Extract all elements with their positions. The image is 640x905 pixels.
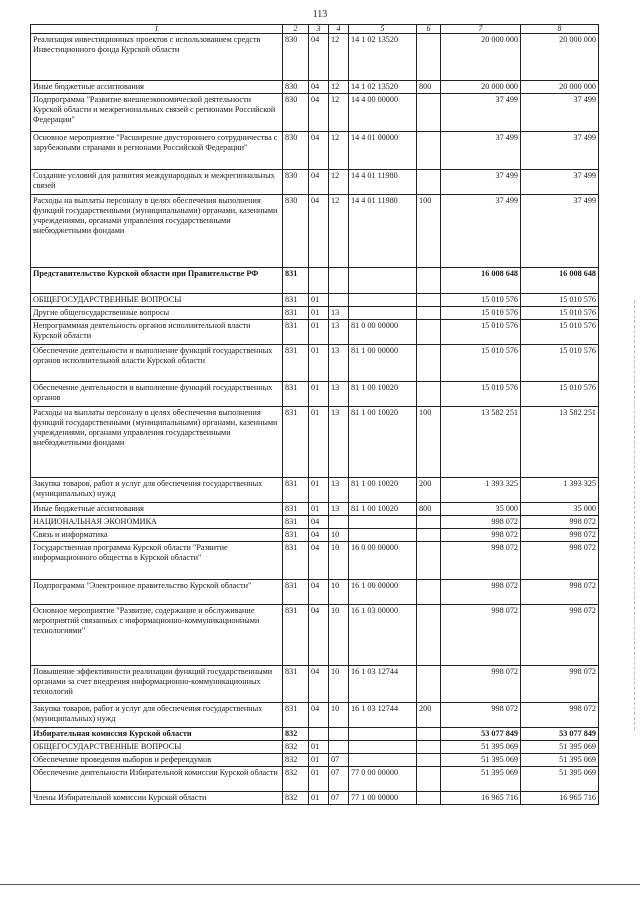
table-row (31, 132, 599, 170)
row-amount-year1: 998 072 (441, 516, 521, 529)
row-amount-year1: 16 008 648 (441, 268, 521, 294)
row-name: Создание условий для развития международных и межрегиональных связей (31, 170, 283, 195)
row-amount-year1: 51 395 069 (441, 767, 521, 792)
row-expense-type (417, 34, 441, 81)
row-name: Члены Избирательной комиссии Курской области (31, 792, 283, 805)
row-subsection: 10 (329, 542, 349, 580)
row-expense-type (417, 345, 441, 382)
row-name: Непрограммная деятельность органов исполнительной власти Курской области (31, 320, 283, 345)
column-number: 1 (31, 25, 283, 34)
row-target-article (349, 754, 417, 767)
row-target-article: 16 1 00 00000 (349, 580, 417, 605)
row-grbs: 830 (283, 34, 309, 81)
row-section (309, 268, 329, 294)
row-subsection (329, 294, 349, 307)
row-amount-year2: 16 965 716 (521, 792, 599, 805)
row-subsection: 10 (329, 529, 349, 542)
row-name: Закупка товаров, работ и услуг для обеспечения государственных (муниципальных) нужд (31, 703, 283, 728)
row-grbs: 831 (283, 503, 309, 516)
row-amount-year2: 53 077 849 (521, 728, 599, 741)
table-row (31, 741, 599, 754)
row-amount-year1: 998 072 (441, 542, 521, 580)
row-target-article (349, 741, 417, 754)
table-row (31, 754, 599, 767)
row-amount-year1: 15 010 576 (441, 294, 521, 307)
table-row (31, 542, 599, 580)
row-name: Избирательная комиссия Курской области (31, 728, 283, 741)
column-number: 3 (309, 25, 329, 34)
row-section: 01 (309, 792, 329, 805)
row-name: Основное мероприятие "Расширение двустороннего сотрудничества с зарубежными странами и регионами Российской Федерации" (31, 132, 283, 170)
row-name: Реализация инвестиционных проектов с использованием средств Инвестиционного фонда Курской области (31, 34, 283, 81)
row-section: 04 (309, 542, 329, 580)
column-number: 8 (521, 25, 599, 34)
row-expense-type (417, 170, 441, 195)
row-amount-year2: 51 395 069 (521, 754, 599, 767)
row-amount-year1: 20 000 000 (441, 34, 521, 81)
row-grbs: 831 (283, 294, 309, 307)
row-name: Расходы на выплаты персоналу в целях обеспечения выполнения функций государственными (муниципальными) органами, казенными учреждениями, органами управления государственными внебюджетными фондами (31, 195, 283, 268)
row-target-article: 77 0 00 00000 (349, 767, 417, 792)
row-section: 04 (309, 132, 329, 170)
row-subsection: 12 (329, 94, 349, 132)
row-amount-year2: 998 072 (521, 529, 599, 542)
row-amount-year1: 15 010 576 (441, 307, 521, 320)
row-amount-year1: 53 077 849 (441, 728, 521, 741)
row-amount-year1: 51 395 069 (441, 754, 521, 767)
row-amount-year1: 998 072 (441, 529, 521, 542)
row-section: 01 (309, 320, 329, 345)
row-amount-year1: 37 499 (441, 132, 521, 170)
row-target-article (349, 294, 417, 307)
row-target-article: 81 0 00 00000 (349, 320, 417, 345)
table-row (31, 666, 599, 703)
row-grbs: 831 (283, 605, 309, 666)
row-amount-year2: 15 010 576 (521, 382, 599, 407)
row-name: Государственная программа Курской области "Развитие информационного общества в Курской области" (31, 542, 283, 580)
row-section: 04 (309, 580, 329, 605)
row-amount-year2: 998 072 (521, 580, 599, 605)
table-row (31, 580, 599, 605)
row-expense-type (417, 542, 441, 580)
row-subsection: 12 (329, 170, 349, 195)
row-amount-year2: 998 072 (521, 605, 599, 666)
column-number: 7 (441, 25, 521, 34)
row-subsection: 13 (329, 407, 349, 478)
row-section: 04 (309, 34, 329, 81)
row-section: 04 (309, 81, 329, 94)
row-grbs: 831 (283, 529, 309, 542)
row-subsection: 12 (329, 34, 349, 81)
table-row (31, 703, 599, 728)
table-row (31, 320, 599, 345)
row-amount-year1: 35 000 (441, 503, 521, 516)
row-expense-type: 800 (417, 81, 441, 94)
row-grbs: 831 (283, 307, 309, 320)
row-subsection: 10 (329, 666, 349, 703)
table-row (31, 478, 599, 503)
row-subsection: 13 (329, 478, 349, 503)
row-target-article: 16 0 00 00000 (349, 542, 417, 580)
row-grbs: 830 (283, 170, 309, 195)
row-expense-type (417, 320, 441, 345)
row-amount-year2: 15 010 576 (521, 294, 599, 307)
row-section: 04 (309, 666, 329, 703)
row-amount-year1: 15 010 576 (441, 382, 521, 407)
row-expense-type (417, 580, 441, 605)
row-name: Иные бюджетные ассигнования (31, 81, 283, 94)
row-expense-type (417, 294, 441, 307)
row-section: 01 (309, 382, 329, 407)
row-section: 04 (309, 529, 329, 542)
row-expense-type (417, 529, 441, 542)
row-name: ОБЩЕГОСУДАРСТВЕННЫЕ ВОПРОСЫ (31, 741, 283, 754)
row-target-article: 77 1 00 00000 (349, 792, 417, 805)
row-amount-year2: 998 072 (521, 542, 599, 580)
row-expense-type (417, 382, 441, 407)
row-amount-year2: 1 393 325 (521, 478, 599, 503)
row-grbs: 831 (283, 320, 309, 345)
row-section: 04 (309, 94, 329, 132)
row-name: Расходы на выплаты персоналу в целях обеспечения выполнения функций государственными (муниципальными) органами, казенными учреждениями, органами управления государственными внебюджетными фондами (31, 407, 283, 478)
row-target-article: 81 1 00 10020 (349, 407, 417, 478)
column-number: 2 (283, 25, 309, 34)
row-name: Закупка товаров, работ и услуг для обеспечения государственных (муниципальных) нужд (31, 478, 283, 503)
column-number-row (31, 25, 599, 34)
row-amount-year1: 13 582 251 (441, 407, 521, 478)
row-target-article: 16 1 03 12744 (349, 666, 417, 703)
row-grbs: 830 (283, 94, 309, 132)
row-target-article: 81 1 00 10020 (349, 382, 417, 407)
row-grbs: 831 (283, 478, 309, 503)
row-subsection: 13 (329, 503, 349, 516)
row-amount-year1: 16 965 716 (441, 792, 521, 805)
row-expense-type (417, 268, 441, 294)
row-section: 01 (309, 407, 329, 478)
row-name: Обеспечение деятельности и выполнение функций государственных органов (31, 382, 283, 407)
row-expense-type (417, 132, 441, 170)
row-amount-year2: 35 000 (521, 503, 599, 516)
column-number: 6 (417, 25, 441, 34)
column-number: 4 (329, 25, 349, 34)
table-row (31, 728, 599, 741)
row-target-article: 81 1 00 10020 (349, 478, 417, 503)
row-amount-year2: 998 072 (521, 666, 599, 703)
row-target-article (349, 728, 417, 741)
row-expense-type (417, 741, 441, 754)
row-expense-type (417, 94, 441, 132)
row-name: Подпрограмма "Электронное правительство Курской области" (31, 580, 283, 605)
row-name: ОБЩЕГОСУДАРСТВЕННЫЕ ВОПРОСЫ (31, 294, 283, 307)
row-target-article: 14 4 00 00000 (349, 94, 417, 132)
row-subsection: 07 (329, 792, 349, 805)
row-amount-year2: 37 499 (521, 170, 599, 195)
row-subsection: 10 (329, 580, 349, 605)
row-expense-type (417, 307, 441, 320)
row-expense-type (417, 666, 441, 703)
table-row (31, 382, 599, 407)
row-amount-year1: 37 499 (441, 195, 521, 268)
table-row (31, 345, 599, 382)
row-grbs: 831 (283, 516, 309, 529)
row-section: 04 (309, 605, 329, 666)
row-subsection (329, 728, 349, 741)
row-target-article: 14 1 02 13520 (349, 81, 417, 94)
row-amount-year1: 51 395 069 (441, 741, 521, 754)
row-grbs: 831 (283, 407, 309, 478)
row-grbs: 831 (283, 666, 309, 703)
row-name: Основное мероприятие "Развитие, содержание и обслуживание мероприятий связанных с информационно-коммуникационными технологиями" (31, 605, 283, 666)
budget-table (30, 24, 599, 805)
table-row (31, 195, 599, 268)
row-amount-year2: 37 499 (521, 94, 599, 132)
row-amount-year1: 998 072 (441, 703, 521, 728)
row-amount-year2: 20 000 000 (521, 34, 599, 81)
row-amount-year1: 37 499 (441, 170, 521, 195)
row-name: Обеспечение деятельности Избирательной комиссии Курской области (31, 767, 283, 792)
row-name: Представительство Курской области при Правительстве РФ (31, 268, 283, 294)
row-amount-year2: 16 008 648 (521, 268, 599, 294)
table-row (31, 516, 599, 529)
row-grbs: 830 (283, 81, 309, 94)
column-number: 5 (349, 25, 417, 34)
row-expense-type: 200 (417, 703, 441, 728)
page-number: 113 (312, 9, 328, 20)
row-expense-type (417, 767, 441, 792)
row-section: 04 (309, 703, 329, 728)
row-amount-year2: 37 499 (521, 195, 599, 268)
row-grbs: 832 (283, 792, 309, 805)
row-expense-type: 100 (417, 195, 441, 268)
row-section: 01 (309, 503, 329, 516)
row-section (309, 728, 329, 741)
row-grbs: 832 (283, 767, 309, 792)
row-grbs: 832 (283, 728, 309, 741)
row-target-article (349, 307, 417, 320)
table-row (31, 605, 599, 666)
row-section: 01 (309, 307, 329, 320)
row-grbs: 831 (283, 382, 309, 407)
row-target-article: 14 4 01 11980 (349, 170, 417, 195)
bottom-rule (0, 884, 640, 885)
row-target-article: 16 1 03 00000 (349, 605, 417, 666)
row-subsection: 13 (329, 320, 349, 345)
row-section: 01 (309, 741, 329, 754)
row-expense-type (417, 605, 441, 666)
binding-mark (633, 300, 635, 730)
row-amount-year2: 15 010 576 (521, 307, 599, 320)
row-amount-year1: 1 393 325 (441, 478, 521, 503)
row-expense-type (417, 754, 441, 767)
row-target-article: 14 4 01 11980 (349, 195, 417, 268)
row-amount-year1: 15 010 576 (441, 345, 521, 382)
row-grbs: 832 (283, 754, 309, 767)
row-section: 01 (309, 294, 329, 307)
row-grbs: 831 (283, 345, 309, 382)
row-grbs: 832 (283, 741, 309, 754)
row-grbs: 831 (283, 542, 309, 580)
row-name: Обеспечение деятельности и выполнение функций государственных органов исполнительной власти Курской области (31, 345, 283, 382)
row-target-article: 14 1 02 13520 (349, 34, 417, 81)
row-name: Подпрограмма "Развитие внешнеэкономической деятельности Курской области и межрегиональных связей с регионами Российской Федерации" (31, 94, 283, 132)
row-section: 01 (309, 478, 329, 503)
row-amount-year2: 15 010 576 (521, 320, 599, 345)
row-expense-type (417, 728, 441, 741)
row-subsection: 13 (329, 307, 349, 320)
row-amount-year1: 998 072 (441, 580, 521, 605)
row-subsection: 07 (329, 767, 349, 792)
row-target-article: 16 1 03 12744 (349, 703, 417, 728)
table-row (31, 268, 599, 294)
row-name: Иные бюджетные ассигнования (31, 503, 283, 516)
row-name: Другие общегосударственные вопросы (31, 307, 283, 320)
row-subsection: 12 (329, 195, 349, 268)
row-target-article: 81 1 00 10020 (349, 503, 417, 516)
row-amount-year1: 15 010 576 (441, 320, 521, 345)
row-expense-type (417, 516, 441, 529)
row-subsection: 12 (329, 81, 349, 94)
table-row (31, 34, 599, 81)
row-amount-year1: 37 499 (441, 94, 521, 132)
row-amount-year2: 51 395 069 (521, 767, 599, 792)
row-target-article: 14 4 01 00000 (349, 132, 417, 170)
row-amount-year2: 998 072 (521, 516, 599, 529)
row-grbs: 831 (283, 703, 309, 728)
row-amount-year2: 51 395 069 (521, 741, 599, 754)
row-subsection: 13 (329, 345, 349, 382)
row-name: Повышение эффективности реализации функций государственными органами за счет внедрения информационно-коммуникационных технологий (31, 666, 283, 703)
table-row (31, 529, 599, 542)
table-row (31, 767, 599, 792)
row-grbs: 830 (283, 195, 309, 268)
row-expense-type: 100 (417, 407, 441, 478)
table-row (31, 81, 599, 94)
table-row (31, 792, 599, 805)
row-expense-type: 800 (417, 503, 441, 516)
table-row (31, 407, 599, 478)
row-amount-year1: 998 072 (441, 605, 521, 666)
table-row (31, 94, 599, 132)
row-subsection: 07 (329, 754, 349, 767)
row-subsection (329, 516, 349, 529)
row-name: Обеспечение проведения выборов и референдумов (31, 754, 283, 767)
row-subsection (329, 268, 349, 294)
row-section: 04 (309, 516, 329, 529)
row-grbs: 831 (283, 268, 309, 294)
table-row (31, 503, 599, 516)
row-expense-type (417, 792, 441, 805)
table-row (31, 294, 599, 307)
row-name: Связь и информатика (31, 529, 283, 542)
row-name: НАЦИОНАЛЬНАЯ ЭКОНОМИКА (31, 516, 283, 529)
row-subsection: 13 (329, 382, 349, 407)
row-section: 04 (309, 170, 329, 195)
row-target-article (349, 516, 417, 529)
row-section: 01 (309, 754, 329, 767)
row-section: 04 (309, 195, 329, 268)
row-amount-year2: 13 582 251 (521, 407, 599, 478)
row-amount-year2: 20 000 000 (521, 81, 599, 94)
row-section: 01 (309, 767, 329, 792)
row-subsection: 12 (329, 132, 349, 170)
table-row (31, 170, 599, 195)
row-grbs: 831 (283, 580, 309, 605)
row-grbs: 830 (283, 132, 309, 170)
row-section: 01 (309, 345, 329, 382)
row-target-article (349, 268, 417, 294)
table-row (31, 307, 599, 320)
row-amount-year1: 20 000 000 (441, 81, 521, 94)
row-amount-year2: 998 072 (521, 703, 599, 728)
row-subsection (329, 741, 349, 754)
row-expense-type: 200 (417, 478, 441, 503)
row-subsection: 10 (329, 605, 349, 666)
row-subsection: 10 (329, 703, 349, 728)
row-target-article (349, 529, 417, 542)
row-amount-year2: 37 499 (521, 132, 599, 170)
row-target-article: 81 1 00 00000 (349, 345, 417, 382)
row-amount-year1: 998 072 (441, 666, 521, 703)
row-amount-year2: 15 010 576 (521, 345, 599, 382)
